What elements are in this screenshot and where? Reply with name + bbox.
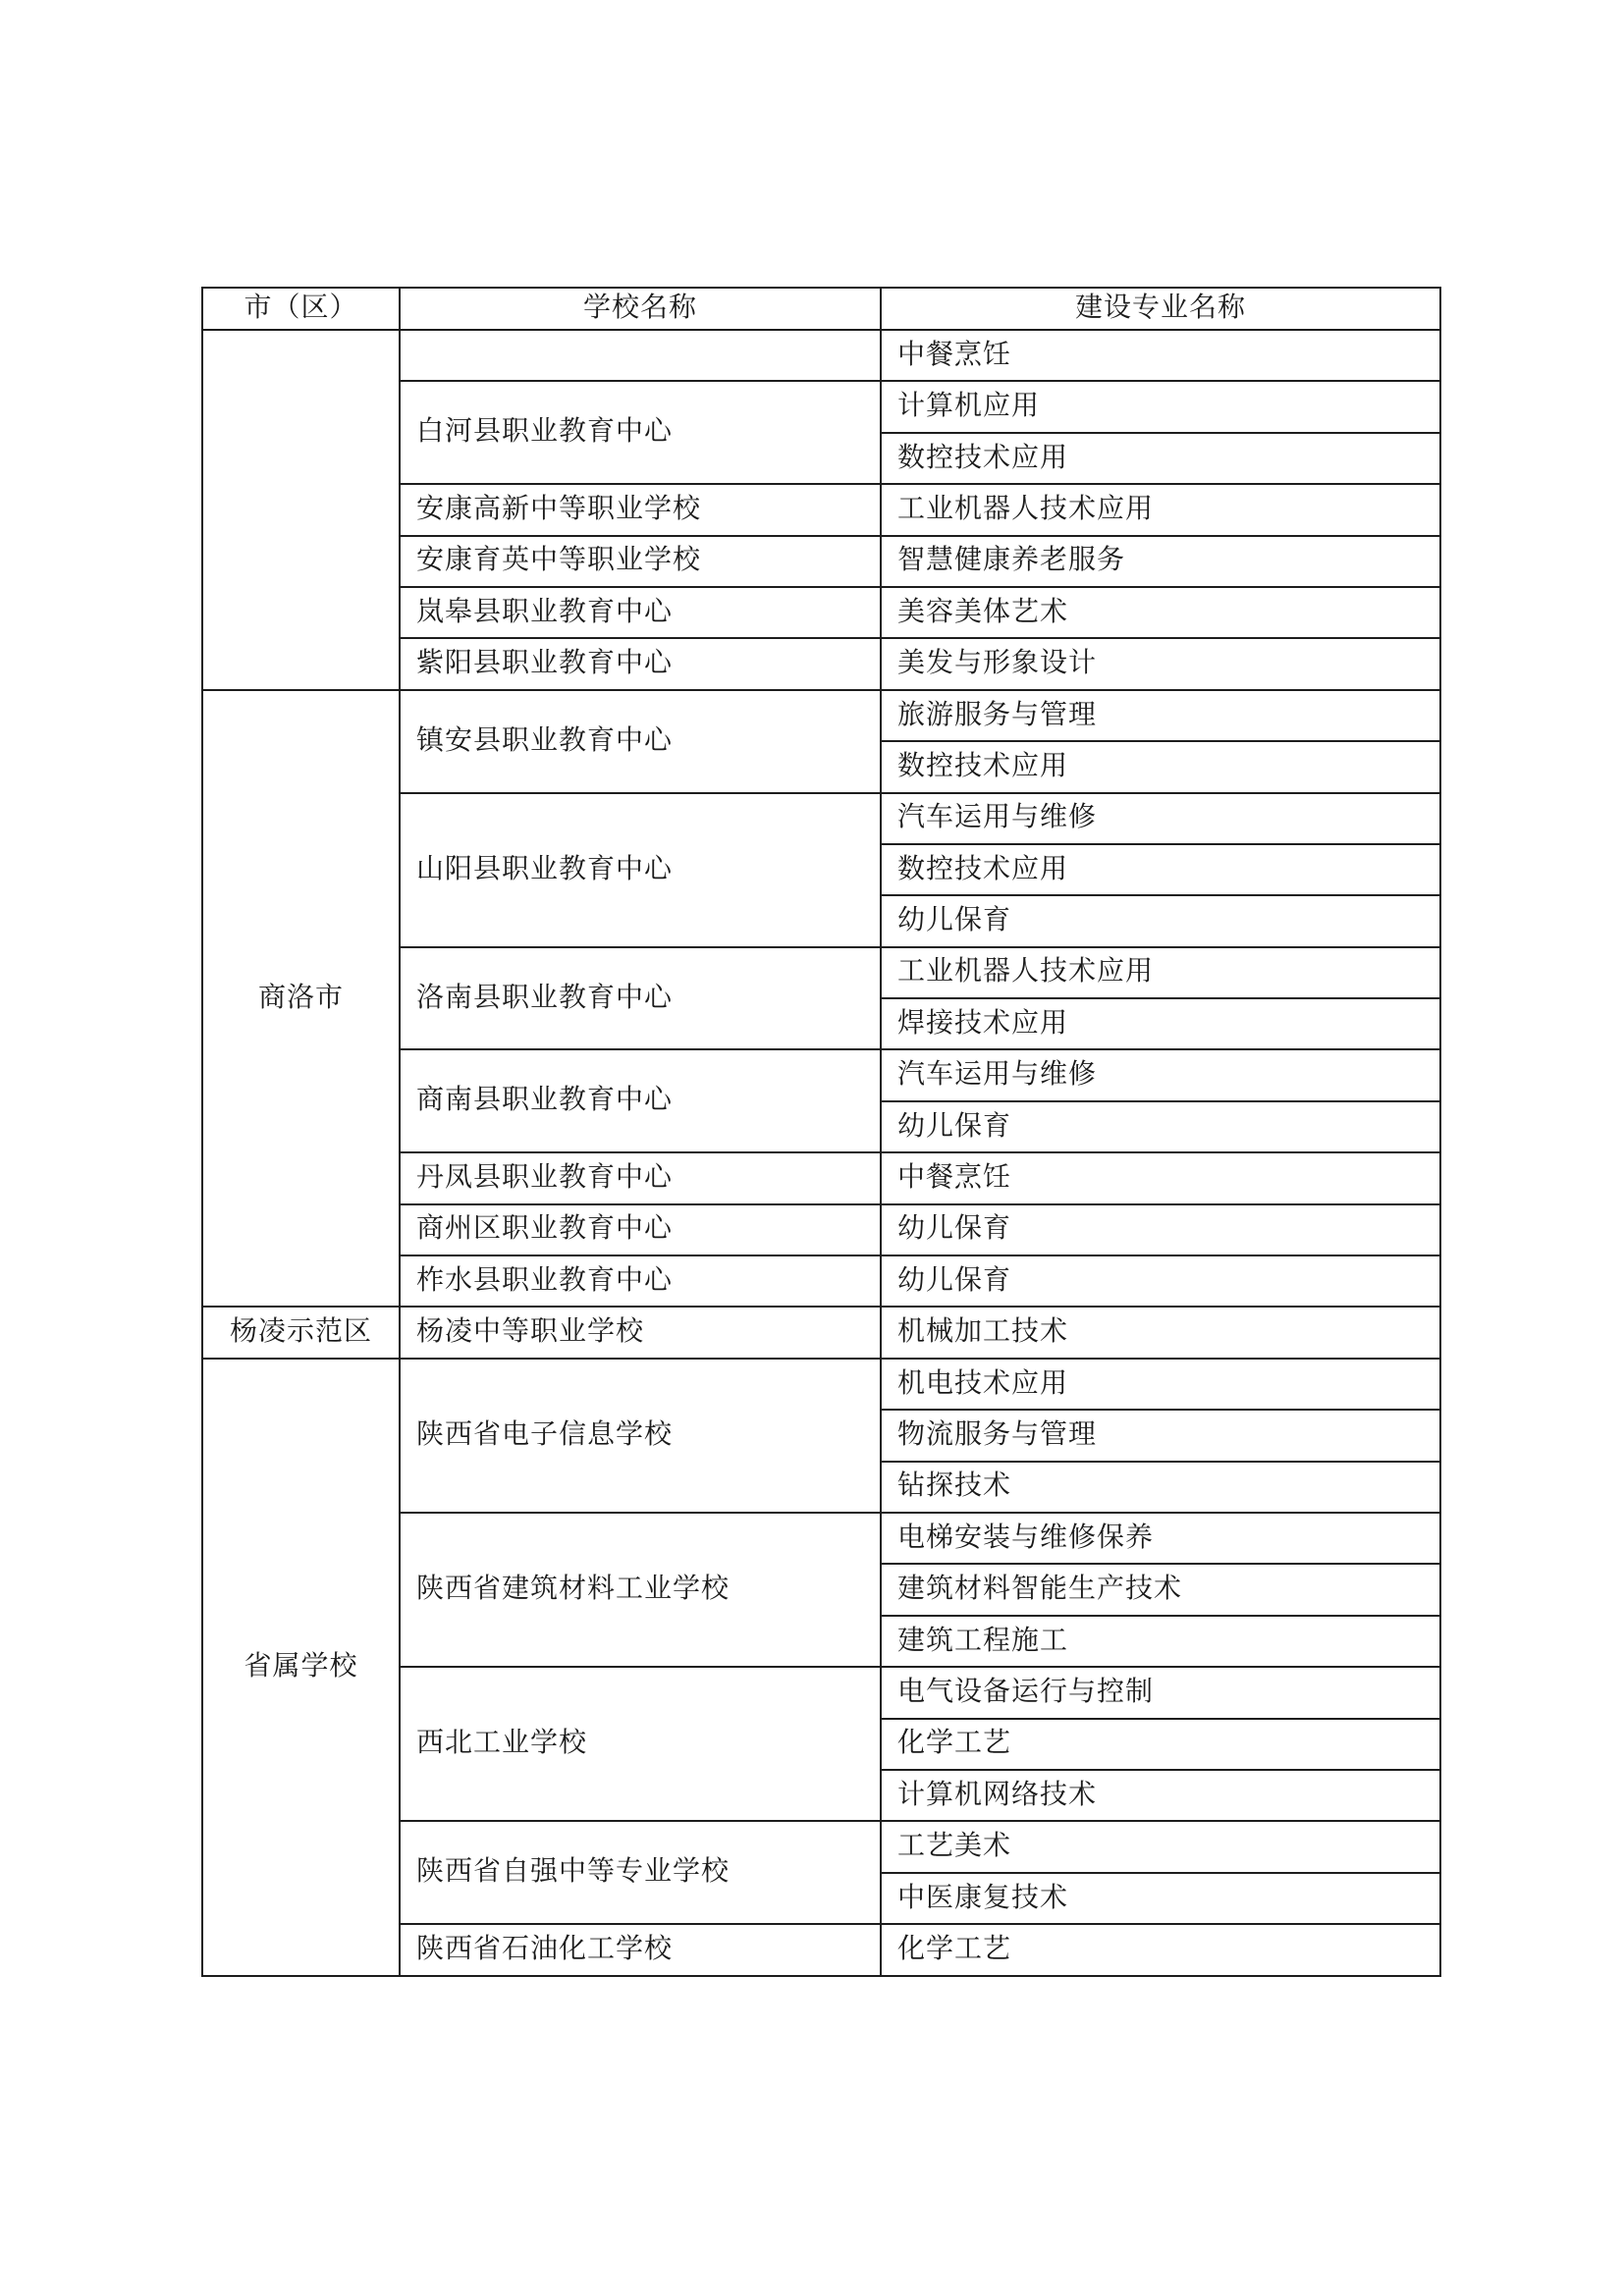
school-cell: 柞水县职业教育中心 <box>400 1255 881 1307</box>
school-cell: 陕西省建筑材料工业学校 <box>400 1513 881 1667</box>
major-cell: 中餐烹饪 <box>881 330 1440 381</box>
major-cell: 计算机网络技术 <box>881 1770 1440 1821</box>
major-cell: 钻探技术 <box>881 1462 1440 1513</box>
table-row <box>202 1359 1440 1410</box>
major-cell: 数控技术应用 <box>881 433 1440 484</box>
table-row <box>202 1307 1440 1358</box>
school-cell: 商南县职业教育中心 <box>400 1049 881 1152</box>
major-cell: 电梯安装与维修保养 <box>881 1513 1440 1564</box>
major-cell: 焊接技术应用 <box>881 998 1440 1049</box>
major-cell: 中餐烹饪 <box>881 1152 1440 1203</box>
table-row <box>202 330 1440 381</box>
table-header <box>202 288 1440 330</box>
school-cell: 岚皋县职业教育中心 <box>400 587 881 638</box>
major-cell: 电气设备运行与控制 <box>881 1667 1440 1718</box>
table-body <box>202 330 1440 1976</box>
region-cell: 杨凌示范区 <box>202 1307 400 1358</box>
region-cell: 商洛市 <box>202 690 400 1308</box>
major-cell: 物流服务与管理 <box>881 1410 1440 1461</box>
region-cell <box>202 330 400 690</box>
major-cell: 中医康复技术 <box>881 1873 1440 1924</box>
major-cell: 化学工艺 <box>881 1719 1440 1770</box>
major-cell: 机电技术应用 <box>881 1359 1440 1410</box>
major-cell: 化学工艺 <box>881 1924 1440 1975</box>
school-cell: 西北工业学校 <box>400 1667 881 1821</box>
column-header-school: 学校名称 <box>400 288 881 330</box>
major-cell: 机械加工技术 <box>881 1307 1440 1358</box>
table-row <box>202 690 1440 741</box>
major-cell: 美发与形象设计 <box>881 638 1440 689</box>
major-cell: 汽车运用与维修 <box>881 793 1440 844</box>
major-cell: 美容美体艺术 <box>881 587 1440 638</box>
school-cell: 洛南县职业教育中心 <box>400 947 881 1050</box>
specialty-table <box>201 287 1441 1977</box>
school-cell: 商州区职业教育中心 <box>400 1204 881 1255</box>
region-cell: 省属学校 <box>202 1359 400 1976</box>
school-cell: 镇安县职业教育中心 <box>400 690 881 793</box>
major-cell: 数控技术应用 <box>881 844 1440 895</box>
major-cell: 幼儿保育 <box>881 1255 1440 1307</box>
school-cell: 丹凤县职业教育中心 <box>400 1152 881 1203</box>
major-cell: 工业机器人技术应用 <box>881 947 1440 998</box>
school-cell: 陕西省自强中等专业学校 <box>400 1821 881 1924</box>
school-cell: 安康高新中等职业学校 <box>400 484 881 535</box>
school-cell: 陕西省石油化工学校 <box>400 1924 881 1975</box>
major-cell: 汽车运用与维修 <box>881 1049 1440 1100</box>
major-cell: 幼儿保育 <box>881 895 1440 946</box>
school-cell: 紫阳县职业教育中心 <box>400 638 881 689</box>
major-cell: 旅游服务与管理 <box>881 690 1440 741</box>
major-cell: 工业机器人技术应用 <box>881 484 1440 535</box>
header-row <box>202 288 1440 330</box>
major-cell: 幼儿保育 <box>881 1101 1440 1152</box>
major-cell: 工艺美术 <box>881 1821 1440 1872</box>
school-cell: 白河县职业教育中心 <box>400 381 881 484</box>
school-cell: 陕西省电子信息学校 <box>400 1359 881 1513</box>
school-cell: 安康育英中等职业学校 <box>400 536 881 587</box>
school-cell: 杨凌中等职业学校 <box>400 1307 881 1358</box>
column-header-major: 建设专业名称 <box>881 288 1440 330</box>
school-cell <box>400 330 881 381</box>
major-cell: 计算机应用 <box>881 381 1440 432</box>
major-cell: 幼儿保育 <box>881 1204 1440 1255</box>
major-cell: 建筑工程施工 <box>881 1616 1440 1667</box>
school-cell: 山阳县职业教育中心 <box>400 793 881 947</box>
major-cell: 建筑材料智能生产技术 <box>881 1564 1440 1615</box>
major-cell: 数控技术应用 <box>881 741 1440 792</box>
column-header-region: 市（区） <box>202 288 400 330</box>
major-cell: 智慧健康养老服务 <box>881 536 1440 587</box>
